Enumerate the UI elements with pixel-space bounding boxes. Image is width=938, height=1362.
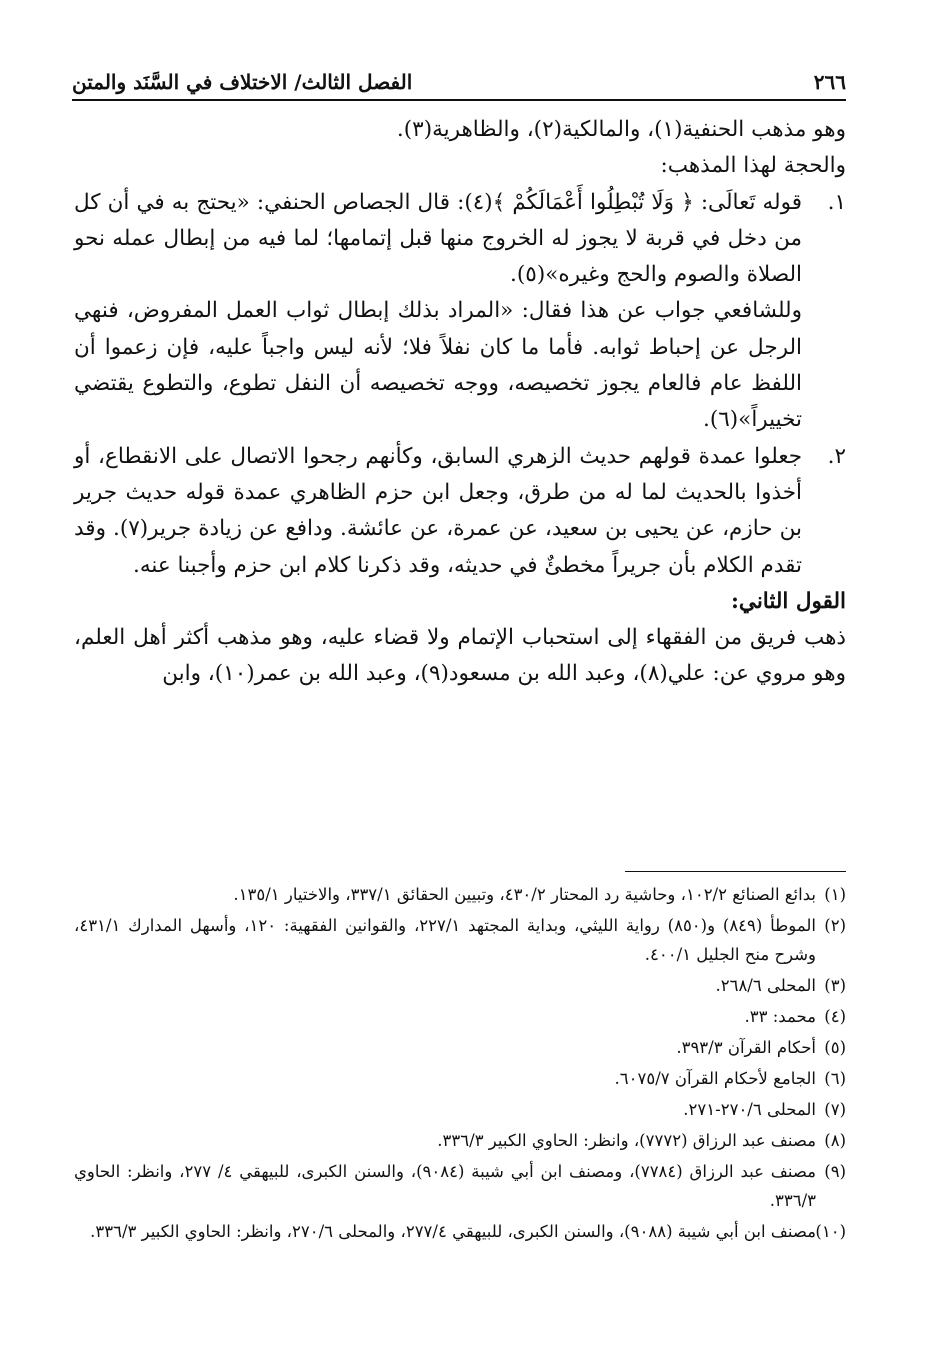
- header-rule: [72, 99, 846, 101]
- footnote-text: المحلى ٢٧٠/٦-٢٧١.: [683, 1100, 816, 1119]
- paragraph: وللشافعي جواب عن هذا فقال: «المراد بذلك إبطال ثواب العمل المفروض، فنهي الرجل عن إحباط ثوابه. فأما ما كان نفلاً فلا؛ لأنه ليس واجباً عليه، فإن زعموا أن اللفظ عام فالعام يجوز تخصيصه، ووجه تخصيصه أن النفل تطوع، والتطوع يقتضي تخييراً»(٦).: [74, 298, 802, 433]
- section-heading: القول الثاني:: [730, 588, 846, 614]
- footnote: [74, 1033, 846, 1062]
- list-item-text: جعلوا عمدة قولهم حديث الزهري السابق، وكأنهم رجحوا الاتصال على الانقطاع، أو أخذوا بالحديث لما له من طرق، وجعل ابن حزم الظاهري عمدة قوله حديث جرير بن حازم، عن يحيى بن سعيد، عن عمرة، عن عائشة. ودافع عن زيادة جرير(٧). وقد تقدم الكلام بأن جريراً مخطئٌ في حديثه، وقد ذكرنا كلام ابن حزم وأجبنا عنه.: [74, 443, 802, 578]
- footnote-rule: [625, 871, 846, 872]
- footnote-number: (٣): [824, 976, 846, 995]
- list-item-number: ٢.: [827, 443, 846, 469]
- footnote-text: أحكام القرآن ٣٩٣/٣.: [676, 1038, 816, 1057]
- footnote-number: (٤): [824, 1007, 846, 1026]
- list-item-number: ١.: [827, 189, 846, 215]
- footnote: [74, 1217, 846, 1246]
- footnote-number: (٦): [824, 1069, 846, 1088]
- footnote-text: الجامع لأحكام القرآن ٦٠٧٥/٧.: [614, 1069, 816, 1088]
- list-item-text: قوله تَعالَى: ﴿ وَلَا تُبْطِلُوا أَعْمَالَكُمْ ﴾(٤): قال الجصاص الحنفي: «يحتج به في أن كل من دخل في قربة لا يجوز له الخروج منها قبل إتمامها؛ لما فيه من إبطال عمله نحو الصلاة والصوم والحج وغيره»(٥).: [74, 189, 802, 288]
- list-item: [74, 185, 846, 294]
- paragraph: وهو مذهب الحنفية(١)، والمالكية(٢)، والظاهرية(٣).: [396, 117, 846, 142]
- page-number: ٢٦٦: [813, 70, 846, 94]
- running-header: [72, 64, 846, 94]
- footnote-text: الموطأ (٨٤٩) و(٨٥٠) رواية الليثي، وبداية المجتهد ٢٢٧/١، والقوانين الفقهية: ١٢٠، وأسهل المدارك ٤٣١/١، وشرح منح الجليل ٤٠٠/١.: [74, 916, 816, 964]
- footnote: [74, 971, 846, 1000]
- footnote: [74, 1126, 846, 1155]
- footnote-number: (٩): [824, 1162, 846, 1181]
- footnote-number: (٥): [824, 1038, 846, 1057]
- footnote: [74, 1002, 846, 1031]
- footnote-text: مصنف ابن أبي شيبة (٩٠٨٨)، والسنن الكبرى، للبيهقي ٢٧٧/٤، والمحلى ٢٧٠/٦، وانظر: الحاوي الكبير ٣٣٦/٣.: [90, 1222, 816, 1241]
- footnote: [74, 1095, 846, 1124]
- footnote-number: (١): [824, 885, 846, 904]
- footnote-number: (٢): [824, 916, 846, 935]
- paragraph: والحجة لهذا المذهب:: [660, 153, 846, 179]
- footnote: [74, 880, 846, 909]
- footnote-number: (١٠): [815, 1222, 846, 1241]
- footnote-text: مصنف عبد الرزاق (٧٧٨٤)، ومصنف ابن أبي شيبة (٩٠٨٤)، والسنن الكبرى، للبيهقي ٤/ ٢٧٧، وانظر: الحاوي ٣٣٦/٣.: [74, 1162, 816, 1210]
- paragraph: ذهب فريق من الفقهاء إلى استحباب الإتمام ولا قضاء عليه، وهو مذهب أكثر أهل العلم، وهو مروي عن: علي(٨)، وعبد الله بن مسعود(٩)، وعبد الله بن عمر(١٠)، وابن: [74, 625, 846, 687]
- footnote-number: (٨): [824, 1131, 846, 1150]
- list-item: [74, 439, 846, 584]
- footnotes: [74, 880, 846, 1248]
- footnote: [74, 1157, 846, 1215]
- footnote-text: مصنف عبد الرزاق (٧٧٧٢)، وانظر: الحاوي الكبير ٣٣٦/٣.: [437, 1131, 816, 1150]
- footnote-number: (٧): [824, 1100, 846, 1119]
- main-text: [74, 112, 846, 693]
- footnote-text: بدائع الصنائع ١٠٢/٢، وحاشية رد المحتار ٤٣٠/٢، وتبيين الحقائق ٣٣٧/١، والاختيار ١٣٥/١.: [233, 885, 816, 904]
- footnote: [74, 911, 846, 969]
- footnote-text: المحلى ٢٦٨/٦.: [715, 976, 816, 995]
- chapter-title: الفصل الثالث/ الاختلاف في السَّنَد والمتن: [72, 70, 413, 94]
- footnote: [74, 1064, 846, 1093]
- footnote-text: محمد: ٣٣.: [744, 1007, 816, 1026]
